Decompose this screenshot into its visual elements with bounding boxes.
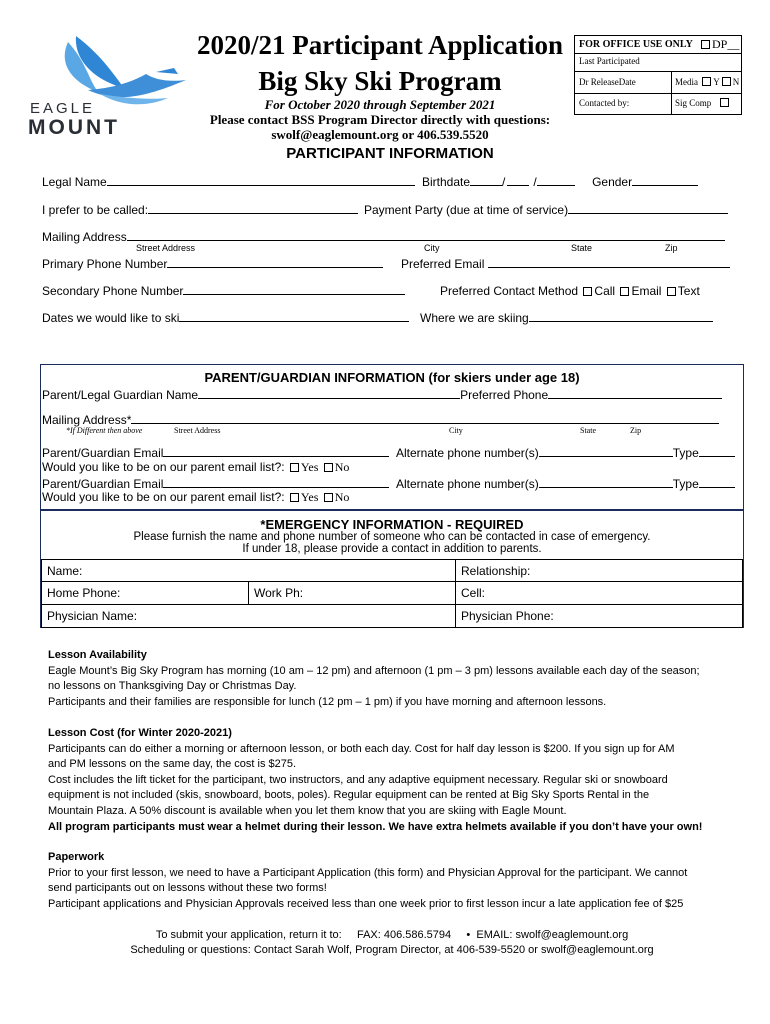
where-skiing-label: Where we are skiing	[420, 311, 529, 325]
where-skiing-field[interactable]	[529, 311, 713, 322]
primary-phone-label: Primary Phone Number	[42, 257, 168, 271]
paperwork-line: Prior to your first lesson, we need to have a Participant Application (this form) and Physician Approval for the participant. We cannot	[48, 866, 688, 879]
emergency-cell-label: Cell:	[461, 586, 486, 600]
contact-details: swolf@eaglemount.org or 406.539.5520	[271, 127, 489, 142]
preferred-email-label: Preferred Email	[401, 257, 485, 271]
street-address-hint: Street Address	[136, 243, 196, 253]
alt-phone-label: Alternate phone number(s)	[396, 446, 539, 460]
emergency-work-phone-label: Work Ph:	[254, 586, 304, 600]
parent-state-hint: State	[580, 426, 596, 435]
preferred-email-field[interactable]	[488, 257, 730, 268]
scheduling-contact: Scheduling or questions: Contact Sarah Wolf, Program Director, at 406-539-5520 or swolf@eaglemount.org	[130, 944, 654, 956]
prefer-called-label: I prefer to be called:	[42, 203, 149, 217]
cost-heading: Lesson Cost (for Winter 2020-2021)	[48, 727, 232, 739]
zip-hint: Zip	[665, 243, 678, 253]
preferred-name-field[interactable]	[148, 203, 358, 214]
primary-phone-field[interactable]	[167, 257, 383, 268]
paperwork-line: Participant applications and Physician Approvals received less than one week prior to first lesson incur a late application fee of $25	[48, 897, 684, 910]
dp-label: DP__	[712, 37, 740, 51]
birthdate-year-field[interactable]	[537, 175, 575, 186]
gender-field[interactable]	[632, 175, 698, 186]
email-list-question: Would you like to be on our parent email list?:	[42, 460, 285, 474]
dates-ski-label: Dates we would like to ski	[42, 311, 180, 325]
parent2-email-label: Parent/Guardian Email	[42, 477, 164, 491]
physician-name-field[interactable]	[41, 604, 456, 628]
participant-section-heading: PARTICIPANT INFORMATION	[286, 145, 494, 162]
emergency-home-phone-label: Home Phone:	[47, 586, 121, 600]
contacted-by-label: Contacted by:	[579, 98, 630, 108]
emergency-relationship-label: Relationship:	[461, 564, 531, 578]
sig-comp-checkbox[interactable]	[720, 98, 729, 107]
email-list-yes-label: Yes	[300, 460, 319, 474]
birthdate-month-field[interactable]	[470, 175, 502, 186]
paperwork-heading: Paperwork	[48, 851, 105, 863]
parent-name-field[interactable]	[198, 388, 460, 399]
gender-label: Gender	[592, 175, 633, 189]
email-list2-yes-label: Yes	[300, 490, 319, 504]
alt2-phone-label: Alternate phone number(s)	[396, 477, 539, 491]
date-separator: /	[533, 175, 537, 189]
physician-phone-label: Physician Phone:	[461, 609, 554, 623]
legal-name-field[interactable]	[107, 175, 415, 186]
birthdate-day-field[interactable]	[507, 175, 529, 186]
city-hint: City	[424, 243, 440, 253]
availability-heading: Lesson Availability	[48, 649, 147, 661]
secondary-phone-field[interactable]	[183, 284, 405, 295]
email-list2-no-checkbox[interactable]	[324, 493, 333, 502]
mailing-address-field[interactable]	[127, 230, 725, 241]
media-no-label: N	[732, 77, 740, 87]
cost-line: Cost includes the lift ticket for the participant, two instructors, and any adaptive equipment necessary. Regular ski or snowboard	[48, 773, 668, 786]
media-label: Media	[675, 77, 698, 87]
contact-line: Please contact BSS Program Director directly with questions:	[209, 112, 551, 127]
emergency-instructions: Please furnish the name and phone number of someone who can be contacted in case of emergency.	[133, 531, 651, 543]
availability-line: Participants and their families are responsible for lunch (12 pm – 1 pm) if you have morning and afternoon lessons.	[48, 695, 607, 708]
emergency-home-phone-field[interactable]	[41, 581, 249, 605]
email-list2-question: Would you like to be on our parent email list?:	[42, 490, 285, 504]
contact-text-label: Text	[677, 284, 700, 298]
alt2-phone-field[interactable]	[539, 477, 673, 488]
alt2-phone-type-label: Type	[672, 477, 699, 491]
last-participated-label: Last Participated	[579, 56, 640, 66]
date-separator: /	[502, 175, 506, 189]
parent-preferred-phone-label: Preferred Phone	[460, 388, 549, 402]
emergency-name-field[interactable]	[41, 559, 456, 582]
media-yes-label: Y	[713, 77, 720, 87]
office-use-box	[574, 35, 742, 115]
helmet-notice: All program participants must wear a helmet during their lesson. We have extra helmets available if you don’t have your own!	[48, 820, 703, 833]
parent-email-field[interactable]	[163, 446, 389, 457]
media-yes-checkbox[interactable]	[702, 77, 711, 86]
alt-phone-field[interactable]	[539, 446, 673, 457]
cost-line: Mountain Plaza. A 50% discount is available when you let them know that you are skiing with Eagle Mount.	[48, 804, 567, 817]
parent-name-label: Parent/Legal Guardian Name	[42, 388, 199, 402]
parent-preferred-phone-field[interactable]	[548, 388, 722, 399]
if-different-hint: *If Different then above	[66, 426, 143, 435]
page-title: 2020/21 Participant Application	[196, 30, 564, 60]
cost-line: and PM lessons on the same day, the cost is $275.	[48, 758, 297, 771]
contact-call-label: Call	[594, 284, 616, 298]
media-no-checkbox[interactable]	[722, 77, 731, 86]
parent-mailing-field[interactable]	[131, 413, 719, 424]
mailing-address-label: Mailing Address	[42, 230, 127, 244]
preferred-contact-label: Preferred Contact Method	[440, 284, 579, 298]
logo-text-eagle: EAGLE	[30, 100, 96, 117]
emergency-name-label: Name:	[47, 564, 83, 578]
dates-ski-field[interactable]	[179, 311, 409, 322]
physician-phone-field[interactable]	[455, 604, 743, 628]
lesson-availability-section	[48, 648, 738, 710]
birthdate-label: Birthdate	[422, 175, 471, 189]
cost-line: Participants can do either a morning or afternoon lesson, or both each day. Cost for half day lesson is $200. If you sign up for AM	[48, 742, 675, 755]
paperwork-section	[48, 850, 738, 912]
state-hint: State	[571, 243, 593, 253]
email-list2-no-label: No	[334, 490, 350, 504]
payment-party-label: Payment Party (due at time of service)	[364, 203, 569, 217]
alt-phone-type-field[interactable]	[699, 446, 735, 457]
parent2-email-field[interactable]	[163, 477, 389, 488]
physician-name-label: Physician Name:	[47, 609, 138, 623]
email-list-yes-checkbox[interactable]	[290, 463, 299, 472]
season-subtitle: For October 2020 through September 2021	[264, 97, 496, 112]
contact-call-checkbox[interactable]	[583, 287, 592, 296]
legal-name-label: Legal Name	[42, 175, 107, 189]
sig-comp-label: Sig Comp	[675, 98, 712, 108]
parent-mailing-label: Mailing Address*	[42, 413, 132, 427]
submission-instructions: To submit your application, return it to: FAX: 406.586.5794 • EMAIL: swolf@eaglemount.org	[155, 929, 629, 941]
emergency-instructions-minor: If under 18, please provide a contact in addition to parents.	[242, 543, 542, 555]
contact-email-checkbox[interactable]	[620, 287, 629, 296]
program-title: Big Sky Ski Program	[258, 66, 502, 96]
availability-line: Eagle Mount’s Big Sky Program has morning (10 am – 12 pm) and afternoon (1 pm – 3 pm) lessons available each day of the season;	[48, 664, 700, 677]
parent-zip-hint: Zip	[630, 426, 642, 435]
email-list-no-checkbox[interactable]	[324, 463, 333, 472]
office-heading: FOR OFFICE USE ONLY	[579, 39, 693, 50]
alt2-phone-type-field[interactable]	[699, 477, 735, 488]
parent-section-heading: PARENT/GUARDIAN INFORMATION (for skiers under age 18)	[204, 370, 580, 385]
email-list2-yes-checkbox[interactable]	[290, 493, 299, 502]
parent-email-label: Parent/Guardian Email	[42, 446, 164, 460]
cost-line: equipment is not included (skis, snowboard, boots, poles). Regular equipment can be rented at Big Sky Sports Rental in the	[48, 789, 650, 802]
logo-text-mount: MOUNT	[28, 116, 120, 139]
lesson-cost-section	[48, 726, 738, 835]
email-list-no-label: No	[334, 460, 350, 474]
dp-checkbox[interactable]	[701, 40, 710, 49]
contact-email-label: Email	[631, 284, 662, 298]
dr-release-label: Dr ReleaseDate	[579, 77, 636, 87]
emergency-cell-field[interactable]	[455, 581, 743, 605]
contact-text-checkbox[interactable]	[667, 287, 676, 296]
emergency-work-phone-field[interactable]	[248, 581, 456, 605]
emergency-heading: *EMERGENCY INFORMATION - REQUIRED	[260, 517, 524, 532]
emergency-relationship-field[interactable]	[455, 559, 743, 582]
paperwork-line: send participants out on lessons without these two forms!	[48, 882, 327, 895]
availability-line: no lessons on Thanksgiving Day or Christmas Day.	[48, 680, 297, 693]
alt-phone-type-label: Type	[672, 446, 699, 460]
parent-city-hint: City	[449, 426, 463, 435]
payment-party-field[interactable]	[568, 203, 728, 214]
secondary-phone-label: Secondary Phone Number	[42, 284, 184, 298]
parent-street-hint: Street Address	[174, 426, 221, 435]
